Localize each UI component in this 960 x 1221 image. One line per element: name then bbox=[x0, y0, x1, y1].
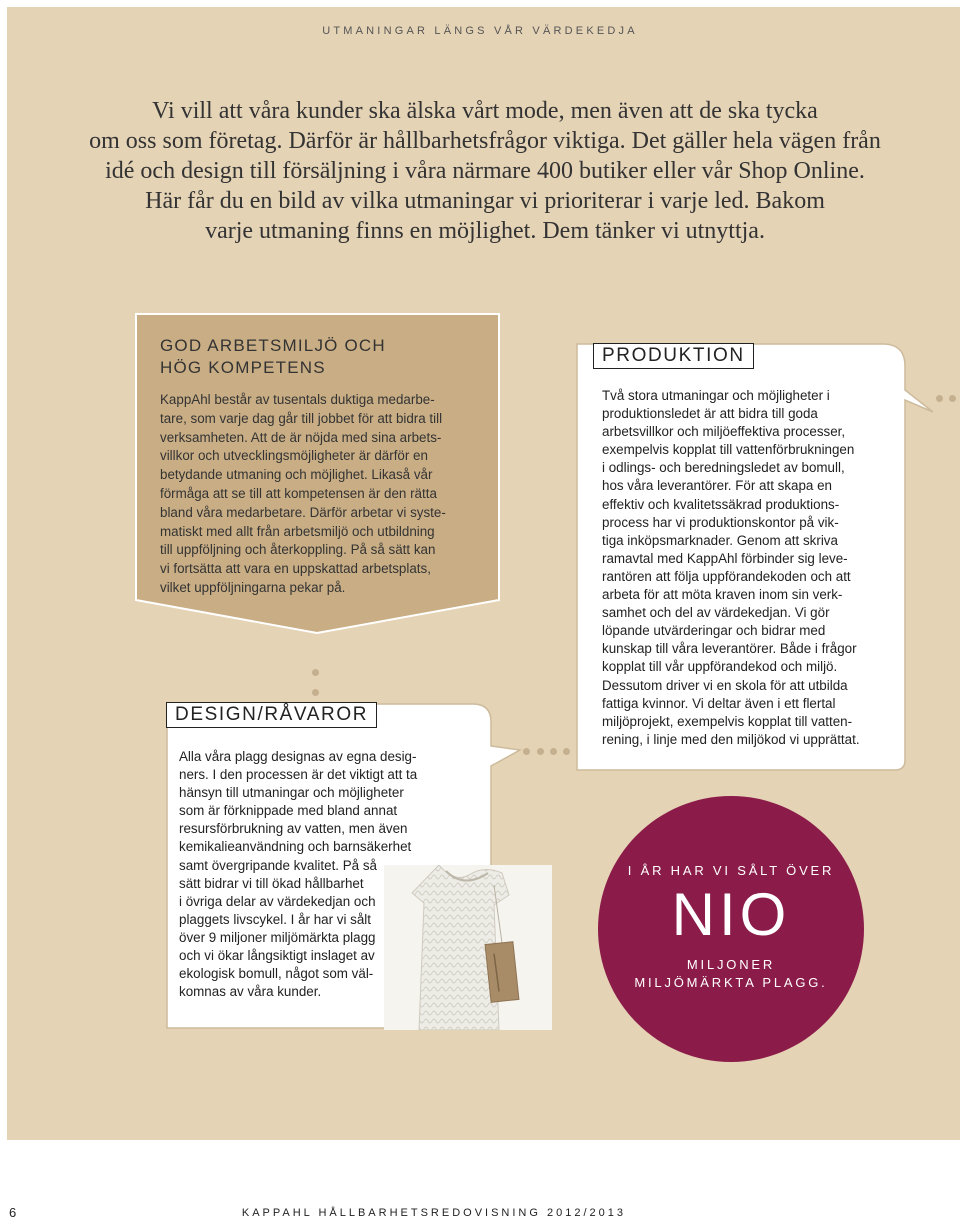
arbetsmiljo-text-line: bland våra medarbetare. Därför arbetar vi syste- bbox=[160, 504, 446, 520]
intro-text bbox=[60, 96, 910, 246]
produktion-text-line: i odlings- och beredningsledet av bomull, bbox=[602, 460, 845, 476]
connector-dot bbox=[312, 689, 319, 696]
arbetsmiljo-text-line: förmåga att se till att kompetensen är den rätta bbox=[160, 485, 437, 501]
produktion-text bbox=[602, 387, 902, 749]
produktion-text-line: effektiv och kvalitetssäkrad produktions- bbox=[602, 496, 840, 512]
product-photo bbox=[384, 865, 552, 1030]
produktion-text-line: arbetsvillkor och miljöeffektiva processer, bbox=[602, 424, 846, 440]
design-text-line: som är förknippade med bland annat bbox=[179, 803, 398, 819]
design-text-line: hänsyn till utmaningar och möjligheter bbox=[179, 785, 404, 801]
highlight-bottom-text bbox=[598, 956, 864, 992]
intro-line: varje utmaning finns en möjlighet. Dem tänker vi utnyttja. bbox=[205, 218, 765, 244]
design-text-line: resursförbrukning av vatten, men även bbox=[179, 821, 408, 837]
arbetsmiljo-box bbox=[135, 313, 500, 634]
produktion-text-line: fattiga kvinnor. Vi deltar även i ett flertal bbox=[602, 695, 836, 711]
arbetsmiljo-text-line: KappAhl består av tusentals duktiga medarbe- bbox=[160, 392, 435, 407]
produktion-text-line: kunskap till våra leverantörer. Både i frågor bbox=[602, 641, 857, 657]
connector-dot bbox=[537, 748, 544, 755]
arbetsmiljo-text bbox=[160, 391, 490, 598]
design-text-line: komnas av våra kunder. bbox=[179, 984, 322, 1000]
section-label: UTMANINGAR LÄNGS VÅR VÄRDEKEDJA bbox=[322, 25, 638, 37]
page-number: 6 bbox=[9, 1205, 17, 1220]
connector-dot bbox=[563, 748, 570, 755]
produktion-bubble bbox=[575, 342, 935, 772]
design-text-line: ners. I den processen är det viktigt att ta bbox=[179, 767, 418, 783]
arbetsmiljo-title bbox=[160, 335, 490, 379]
produktion-text-line: exempelvis kopplat till vattenförbrukningen bbox=[602, 442, 855, 458]
arbetsmiljo-title-line: GOD ARBETSMILJÖ OCH bbox=[160, 336, 386, 355]
publication-title: KAPPAHL HÅLLBARHETSREDOVISNING 2012/2013 bbox=[241, 1207, 626, 1219]
produktion-text-line: kopplat till vår uppförandekod och miljö. bbox=[602, 659, 838, 675]
design-text-line: samt övergripande kvalitet. På så bbox=[179, 857, 377, 873]
design-tag: DESIGN/RÅVAROR bbox=[166, 702, 377, 728]
arbetsmiljo-text-line: verksamheten. Att de är nöjda med sina arbets- bbox=[160, 429, 442, 445]
arbetsmiljo-text-line: villkor och utvecklingsmöjligheter är därför en bbox=[160, 448, 428, 464]
garment-illustration bbox=[384, 865, 552, 1030]
produktion-text-line: rantören att följa uppförandekoden och att bbox=[602, 568, 851, 584]
connector-dot bbox=[550, 748, 557, 755]
connector-dot bbox=[312, 669, 319, 676]
produktion-text-line: rening, i linje med den miljökod vi upprättat. bbox=[602, 731, 860, 747]
connector-dot bbox=[523, 748, 530, 755]
highlight-bottom-line: MILJÖMÄRKTA PLAGG. bbox=[634, 975, 828, 990]
intro-line: Vi vill att våra kunder ska älska vårt mode, men även att de ska tycka bbox=[152, 98, 818, 124]
design-text-line: Alla våra plagg designas av egna desig- bbox=[179, 749, 417, 764]
design-text-line: plaggets livscykel. I år har vi sålt bbox=[179, 911, 372, 927]
intro-line: om oss som företag. Därför är hållbarhetsfrågor viktiga. Det gäller hela vägen från bbox=[89, 128, 881, 154]
design-text-line: över 9 miljoner miljömärkta plagg bbox=[179, 929, 376, 945]
produktion-text-line: arbeta för att möta kraven inom sin verk- bbox=[602, 587, 843, 603]
intro-line: Här får du en bild av vilka utmaningar vi prioriterar i varje led. Bakom bbox=[145, 188, 825, 214]
connector-dot bbox=[936, 395, 943, 402]
design-text-line: ekologisk bomull, något som väl- bbox=[179, 966, 374, 982]
highlight-number: NIO bbox=[671, 881, 791, 948]
design-text-line: kemikalieanvändning och barnsäkerhet bbox=[179, 839, 412, 855]
highlight-circle bbox=[598, 796, 864, 1062]
arbetsmiljo-text-line: tare, som varje dag går till jobbet för att bidra till bbox=[160, 410, 443, 426]
produktion-text-line: ramavtal med KappAhl förbinder sig leve- bbox=[602, 550, 848, 566]
arbetsmiljo-text-line: matiskt med allt från arbetsmiljö och utbildning bbox=[160, 523, 435, 539]
design-text-line: i övriga delar av värdekedjan och bbox=[179, 893, 376, 909]
highlight-top-text: I ÅR HAR VI SÅLT ÖVER bbox=[627, 863, 835, 878]
arbetsmiljo-title-line: HÖG KOMPETENS bbox=[160, 358, 326, 377]
produktion-text-line: process har vi produktionskontor på vik- bbox=[602, 514, 839, 530]
produktion-text-line: löpande utvärderingar och bidrar med bbox=[602, 623, 826, 639]
arbetsmiljo-text-line: betydande utmaning och möjlighet. Likaså vår bbox=[160, 467, 433, 483]
produktion-text-line: samhet och del av värdekedjan. Vi gör bbox=[602, 605, 830, 621]
produktion-text-line: Två stora utmaningar och möjligheter i bbox=[602, 388, 830, 403]
highlight-bottom-line: MILJONER bbox=[686, 957, 776, 972]
produktion-text-line: miljöprojekt, exempelvis kopplat till vatten- bbox=[602, 713, 853, 729]
produktion-text-line: tiga inköpsmarknader. Genom att skriva bbox=[602, 532, 838, 548]
design-text-line: sätt bidrar vi till ökad hållbarhet bbox=[179, 875, 364, 891]
produktion-text-line: produktionsledet är att bidra till goda bbox=[602, 406, 818, 422]
produktion-text-line: hos våra leverantörer. För att skapa en bbox=[602, 478, 832, 494]
produktion-tag: PRODUKTION bbox=[593, 343, 754, 369]
connector-dot bbox=[949, 395, 956, 402]
intro-line: idé och design till försäljning i våra närmare 400 butiker eller vår Shop Online. bbox=[105, 158, 865, 184]
produktion-text-line: Dessutom driver vi en skola för att utbilda bbox=[602, 677, 848, 693]
arbetsmiljo-text-line: vilket uppföljningarna pekar på. bbox=[160, 579, 346, 595]
design-text-line: och vi ökar långsiktigt inslaget av bbox=[179, 948, 375, 964]
arbetsmiljo-text-line: vi fortsätta att vara en uppskattad arbetsplats, bbox=[160, 561, 431, 577]
arbetsmiljo-text-line: till uppföljning och återkoppling. På så sätt kan bbox=[160, 542, 436, 558]
